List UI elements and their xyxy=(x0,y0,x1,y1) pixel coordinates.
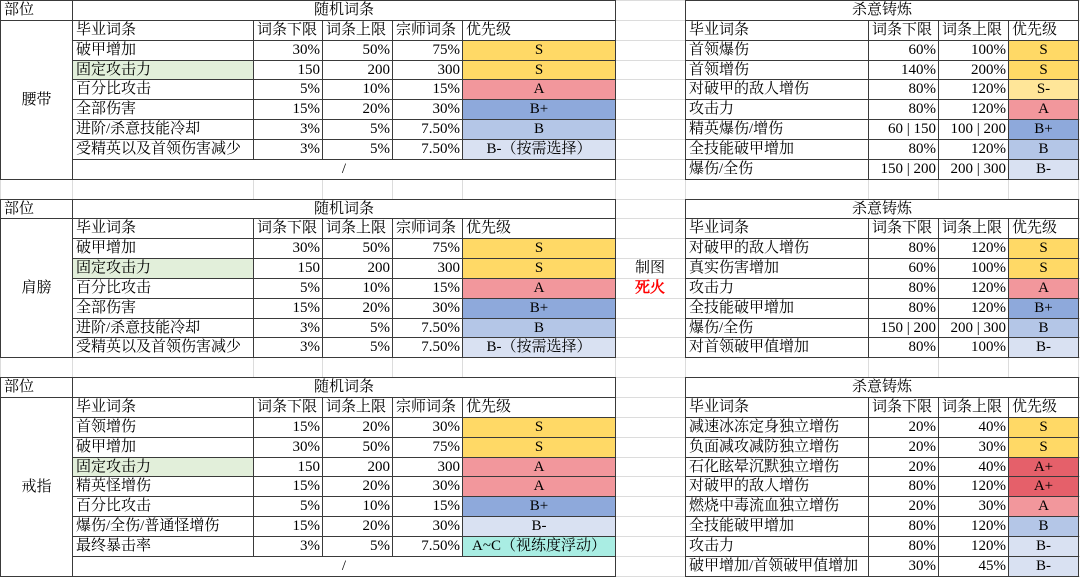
affix-name: 首领增伤 xyxy=(72,417,254,438)
affix-max: 5% xyxy=(322,337,393,358)
affix-max: 20% xyxy=(322,476,393,497)
affix-name: 攻击力 xyxy=(685,278,869,299)
affix-name: 真实伤害增加 xyxy=(685,258,869,279)
affix-master: 7.50% xyxy=(392,337,463,358)
affix-min: 30% xyxy=(253,40,323,61)
affix-max: 50% xyxy=(322,238,393,259)
priority-badge: A xyxy=(462,476,616,497)
column-header: 词条上限 xyxy=(322,397,393,418)
affix-min: 20% xyxy=(868,437,939,458)
priority-badge: A xyxy=(1008,496,1079,517)
affix-max: 5% xyxy=(322,139,393,160)
column-header: 宗师词条 xyxy=(392,218,463,239)
affix-name: 破甲增加 xyxy=(72,437,254,458)
affix-master: 30% xyxy=(392,298,463,319)
affix-max: 120% xyxy=(938,238,1009,259)
column-header: 词条下限 xyxy=(253,218,323,239)
column-header: 毕业词条 xyxy=(72,397,254,418)
affix-name: 最终暴击率 xyxy=(72,536,254,557)
column-header: 优先级 xyxy=(462,397,616,418)
affix-max: 120% xyxy=(938,536,1009,557)
column-header: 词条下限 xyxy=(868,218,939,239)
part-header-cell: 部位 xyxy=(0,0,73,21)
column-header: 优先级 xyxy=(1008,20,1079,41)
priority-badge: B-（按需选择） xyxy=(462,337,616,358)
affix-min: 15% xyxy=(253,99,323,120)
affix-name: 百分比攻击 xyxy=(72,278,254,299)
affix-min: 60% xyxy=(868,258,939,279)
affix-max: 120% xyxy=(938,278,1009,299)
affix-name: 全部伤害 xyxy=(72,99,254,120)
priority-badge: B xyxy=(462,119,616,140)
affix-max: 200 | 300 xyxy=(938,159,1009,180)
affix-min: 80% xyxy=(868,139,939,160)
affix-name: 爆伤/全伤 xyxy=(685,318,869,338)
column-header: 优先级 xyxy=(462,20,616,41)
affix-master: 300 xyxy=(392,258,463,279)
affix-master: 75% xyxy=(392,238,463,259)
affix-min: 150 | 200 xyxy=(868,159,939,180)
priority-badge: B+ xyxy=(462,496,616,517)
affix-max: 120% xyxy=(938,476,1009,497)
priority-badge: A xyxy=(462,278,616,299)
affix-min: 3% xyxy=(253,119,323,140)
priority-badge: S xyxy=(1008,437,1079,458)
affix-name: 对破甲的敌人增伤 xyxy=(685,238,869,259)
affix-master: 300 xyxy=(392,60,463,80)
affix-name: 破甲增加/首领破甲值增加 xyxy=(685,556,869,577)
affix-master: 7.50% xyxy=(392,536,463,557)
affix-master: 15% xyxy=(392,79,463,100)
affix-max: 5% xyxy=(322,536,393,557)
affix-min: 3% xyxy=(253,139,323,160)
column-header: 宗师词条 xyxy=(392,20,463,41)
affix-max: 5% xyxy=(322,318,393,338)
column-header: 宗师词条 xyxy=(392,397,463,418)
affix-min: 150 | 200 xyxy=(868,318,939,338)
affix-min: 15% xyxy=(253,417,323,438)
affix-master: 7.50% xyxy=(392,139,463,160)
affix-max: 120% xyxy=(938,298,1009,319)
column-header: 词条上限 xyxy=(938,397,1009,418)
equipment-section xyxy=(0,0,1080,180)
priority-badge: S xyxy=(462,437,616,458)
affix-min: 80% xyxy=(868,476,939,497)
part-label: 戒指 xyxy=(0,397,73,577)
affix-min: 15% xyxy=(253,298,323,319)
affix-master: 30% xyxy=(392,516,463,537)
priority-badge: A xyxy=(1008,99,1079,120)
priority-badge: B xyxy=(1008,516,1079,537)
priority-badge: B- xyxy=(1008,536,1079,557)
affix-max: 30% xyxy=(938,437,1009,458)
priority-badge: B-（按需选择） xyxy=(462,139,616,160)
affix-min: 20% xyxy=(868,496,939,517)
affix-master: 15% xyxy=(392,278,463,299)
affix-max: 50% xyxy=(322,437,393,458)
random-affix-title: 随机词条 xyxy=(72,199,616,219)
affix-name: 百分比攻击 xyxy=(72,496,254,517)
affix-max: 120% xyxy=(938,79,1009,100)
column-header: 词条上限 xyxy=(938,218,1009,239)
affix-name: 对破甲的敌人增伤 xyxy=(685,476,869,497)
affix-name: 对首领破甲值增加 xyxy=(685,337,869,358)
affix-min: 60% xyxy=(868,40,939,61)
affix-name: 受精英以及首领伤害减少 xyxy=(72,139,254,160)
affix-max: 10% xyxy=(322,79,393,100)
priority-badge: A xyxy=(462,79,616,100)
priority-badge: A+ xyxy=(1008,476,1079,497)
column-header: 优先级 xyxy=(462,218,616,239)
affix-master: 30% xyxy=(392,476,463,497)
affix-min: 30% xyxy=(253,238,323,259)
affix-name: 减速冰冻定身独立增伤 xyxy=(685,417,869,438)
priority-badge: B xyxy=(462,318,616,338)
priority-badge: S xyxy=(462,60,616,80)
affix-name: 固定攻击力 xyxy=(72,457,254,477)
affix-min: 15% xyxy=(253,516,323,537)
priority-badge: B+ xyxy=(462,99,616,120)
priority-badge: S xyxy=(1008,258,1079,279)
column-header: 毕业词条 xyxy=(72,218,254,239)
part-header-cell: 部位 xyxy=(0,199,73,219)
affix-min: 60 | 150 xyxy=(868,119,939,140)
priority-badge: B- xyxy=(1008,159,1079,180)
affix-min: 80% xyxy=(868,238,939,259)
affix-master: 75% xyxy=(392,437,463,458)
affix-name: 破甲增加 xyxy=(72,238,254,259)
priority-badge: S xyxy=(462,258,616,279)
affix-master: 15% xyxy=(392,496,463,517)
column-header: 优先级 xyxy=(1008,218,1079,239)
kill-intent-title: 杀意铸炼 xyxy=(685,0,1079,21)
priority-badge: S xyxy=(1008,238,1079,259)
affix-min: 30% xyxy=(253,437,323,458)
affix-min: 5% xyxy=(253,496,323,517)
affix-name: 固定攻击力 xyxy=(72,258,254,279)
affix-master: 30% xyxy=(392,417,463,438)
kill-intent-title: 杀意铸炼 xyxy=(685,377,1079,398)
affix-min: 80% xyxy=(868,79,939,100)
affix-min: 3% xyxy=(253,536,323,557)
affix-min: 150 xyxy=(253,60,323,80)
affix-min: 3% xyxy=(253,337,323,358)
priority-badge: B- xyxy=(462,516,616,537)
affix-max: 40% xyxy=(938,457,1009,477)
affix-max: 120% xyxy=(938,99,1009,120)
column-header: 毕业词条 xyxy=(72,20,254,41)
priority-badge: S xyxy=(1008,60,1079,80)
affix-min: 20% xyxy=(868,417,939,438)
affix-max: 200 | 300 xyxy=(938,318,1009,338)
affix-name: 全技能破甲增加 xyxy=(685,298,869,319)
column-header: 毕业词条 xyxy=(685,20,869,41)
priority-badge: B xyxy=(1008,318,1079,338)
affix-name: 精英怪增伤 xyxy=(72,476,254,497)
affix-master: 7.50% xyxy=(392,318,463,338)
affix-min: 80% xyxy=(868,536,939,557)
column-header: 词条下限 xyxy=(253,20,323,41)
part-label: 腰带 xyxy=(0,20,73,180)
affix-min: 140% xyxy=(868,60,939,80)
priority-badge: B xyxy=(1008,139,1079,160)
column-header: 词条上限 xyxy=(322,218,393,239)
credit-label: 制图 xyxy=(634,259,665,276)
affix-master: 7.50% xyxy=(392,119,463,140)
priority-badge: B- xyxy=(1008,556,1079,577)
affix-max: 10% xyxy=(322,496,393,517)
affix-name: 首领增伤 xyxy=(685,60,869,80)
affix-max: 200% xyxy=(938,60,1009,80)
part-header-cell: 部位 xyxy=(0,377,73,398)
affix-max: 20% xyxy=(322,516,393,537)
affix-min: 80% xyxy=(868,278,939,299)
random-affix-title: 随机词条 xyxy=(72,377,616,398)
affix-name: 爆伤/全伤 xyxy=(685,159,869,180)
affix-min: 5% xyxy=(253,79,323,100)
affix-max: 200 xyxy=(322,457,393,477)
affix-min: 20% xyxy=(868,457,939,477)
affix-max: 100 | 200 xyxy=(938,119,1009,140)
column-header: 词条下限 xyxy=(868,397,939,418)
priority-badge: B+ xyxy=(1008,119,1079,140)
affix-min: 80% xyxy=(868,516,939,537)
affix-min: 80% xyxy=(868,99,939,120)
kill-intent-title: 杀意铸炼 xyxy=(685,199,1079,219)
affix-min: 150 xyxy=(253,258,323,279)
affix-name: 燃烧中毒流血独立增伤 xyxy=(685,496,869,517)
affix-name: 破甲增加 xyxy=(72,40,254,61)
affix-name: 全技能破甲增加 xyxy=(685,516,869,537)
priority-badge: A xyxy=(1008,278,1079,299)
affix-min: 3% xyxy=(253,318,323,338)
affix-name: 爆伤/全伤/普通怪增伤 xyxy=(72,516,254,537)
affix-name: 全部伤害 xyxy=(72,298,254,319)
column-header: 毕业词条 xyxy=(685,397,869,418)
affix-max: 30% xyxy=(938,496,1009,517)
random-affix-title: 随机词条 xyxy=(72,0,616,21)
affix-name: 全技能破甲增加 xyxy=(685,139,869,160)
affix-max: 120% xyxy=(938,139,1009,160)
affix-name: 受精英以及首领伤害减少 xyxy=(72,337,254,358)
equipment-section xyxy=(0,377,1080,577)
affix-master: 30% xyxy=(392,99,463,120)
priority-badge: S xyxy=(1008,417,1079,438)
affix-max: 200 xyxy=(322,60,393,80)
credit-author: 死火 xyxy=(634,279,665,296)
affix-max: 50% xyxy=(322,40,393,61)
priority-badge: S xyxy=(462,238,616,259)
priority-badge: B- xyxy=(1008,337,1079,358)
affix-name: 负面减攻减防独立增伤 xyxy=(685,437,869,458)
footer-cell: / xyxy=(72,159,616,180)
priority-badge: B+ xyxy=(462,298,616,319)
column-header: 优先级 xyxy=(1008,397,1079,418)
column-header: 词条下限 xyxy=(253,397,323,418)
affix-name: 石化眩晕沉默独立增伤 xyxy=(685,457,869,477)
priority-badge: S xyxy=(1008,40,1079,61)
priority-badge: S- xyxy=(1008,79,1079,100)
column-header: 词条下限 xyxy=(868,20,939,41)
affix-max: 20% xyxy=(322,99,393,120)
priority-badge: S xyxy=(462,40,616,61)
affix-master: 75% xyxy=(392,40,463,61)
affix-name: 精英爆伤/增伤 xyxy=(685,119,869,140)
affix-name: 攻击力 xyxy=(685,536,869,557)
affix-min: 80% xyxy=(868,337,939,358)
affix-name: 固定攻击力 xyxy=(72,60,254,80)
affix-name: 进阶/杀意技能冷却 xyxy=(72,318,254,338)
affix-max: 100% xyxy=(938,40,1009,61)
column-header: 词条上限 xyxy=(938,20,1009,41)
affix-master: 300 xyxy=(392,457,463,477)
affix-name: 百分比攻击 xyxy=(72,79,254,100)
affix-min: 30% xyxy=(868,556,939,577)
priority-badge: A~C（视练度浮动） xyxy=(462,536,616,557)
affix-min: 150 xyxy=(253,457,323,477)
column-header: 词条上限 xyxy=(322,20,393,41)
affix-name: 攻击力 xyxy=(685,99,869,120)
affix-min: 5% xyxy=(253,278,323,299)
affix-name: 对破甲的敌人增伤 xyxy=(685,79,869,100)
priority-badge: S xyxy=(462,417,616,438)
affix-min: 80% xyxy=(868,298,939,319)
priority-badge: B+ xyxy=(1008,298,1079,319)
affix-max: 100% xyxy=(938,337,1009,358)
affix-name: 进阶/杀意技能冷却 xyxy=(72,119,254,140)
affix-min: 15% xyxy=(253,476,323,497)
affix-max: 200 xyxy=(322,258,393,279)
affix-name: 首领爆伤 xyxy=(685,40,869,61)
affix-max: 5% xyxy=(322,119,393,140)
affix-max: 45% xyxy=(938,556,1009,577)
affix-max: 20% xyxy=(322,417,393,438)
affix-max: 120% xyxy=(938,516,1009,537)
part-label: 肩膀 xyxy=(0,218,73,358)
column-header: 毕业词条 xyxy=(685,218,869,239)
affix-max: 40% xyxy=(938,417,1009,438)
affix-max: 20% xyxy=(322,298,393,319)
priority-badge: A+ xyxy=(1008,457,1079,477)
affix-max: 10% xyxy=(322,278,393,299)
affix-max: 100% xyxy=(938,258,1009,279)
priority-badge: A xyxy=(462,457,616,477)
equipment-section xyxy=(0,199,1080,358)
footer-cell: / xyxy=(72,556,616,577)
